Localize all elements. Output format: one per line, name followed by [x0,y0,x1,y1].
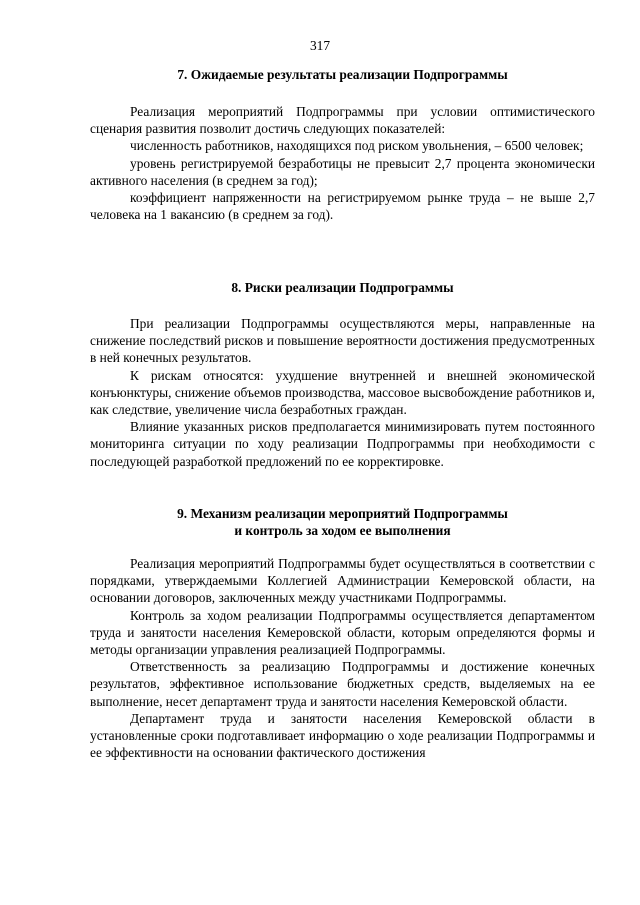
paragraph: Реализация мероприятий Подпрограммы при условии оптимистического сценария развития позволит достичь следующих показателей: [90,104,595,137]
paragraph: К рискам относятся: ухудшение внутренней и внешней экономической конъюнктуры, снижение объемов производства, массовое высвобождение работников и, как следствие, увеличение числа безработных граждан. [90,367,595,418]
paragraph: численность работников, находящихся под риском увольнения, – 6500 человек; [130,138,584,154]
paragraph: Влияние указанных рисков предполагается минимизировать путем постоянного мониторинга ситуации по ходу реализации Подпрограммы при необходимости с последующей разработкой предложений по ее корректировке. [90,419,595,469]
section-9-heading-block [90,505,595,539]
section-heading-line-2: и контроль за ходом ее выполнения [234,523,451,539]
section-8-heading-block [90,279,595,296]
paragraph: Реализация мероприятий Подпрограммы будет осуществляться в соответствии с порядками, утверждаемыми Коллегией Администрации Кемеровской области, на основании договоров, заключенных между участниками Подпрограммы. [90,556,595,606]
section-heading: 7. Ожидаемые результаты реализации Подпрограммы [177,67,508,82]
paragraph: Контроль за ходом реализации Подпрограммы осуществляется департаментом труда и занятости населения Кемеровской области, которым определяются формы и методы организации управления реализацией Подпрограммы. [90,607,595,658]
paragraph: коэффициент напряженности на регистрируемом рынке труда – не выше 2,7 человека на 1 вакансию (в среднем за год). [90,190,595,223]
section-8-body [90,315,595,470]
paragraph: уровень регистрируемой безработицы не превысит 2,7 процента экономически активного населения (в среднем за год); [90,155,595,188]
section-9-body [90,555,595,761]
section-heading: 8. Риски реализации Подпрограммы [231,280,454,295]
paragraph: Департамент труда и занятости населения Кемеровской области в установленные сроки подготавливает информацию о ходе реализации Подпрограммы и ее эффективности на основании фактического достижения [90,710,595,761]
page-number: 317 [309,38,331,53]
paragraph: При реализации Подпрограммы осуществляются меры, направленные на снижение последствий рисков и повышение вероятности достижения предусмотренных в ней конечных результатов. [90,316,595,366]
paragraph: Ответственность за реализацию Подпрограммы и достижение конечных результатов, эффективное использование бюджетных средств, выделяемых на ее выполнение, несет департамент труда и занятости населения Кемеровской области. [90,659,595,709]
section-heading-line-1: 9. Механизм реализации мероприятий Подпрограммы [177,506,508,521]
section-7-body [90,103,595,223]
section-7-heading-block [90,66,595,83]
